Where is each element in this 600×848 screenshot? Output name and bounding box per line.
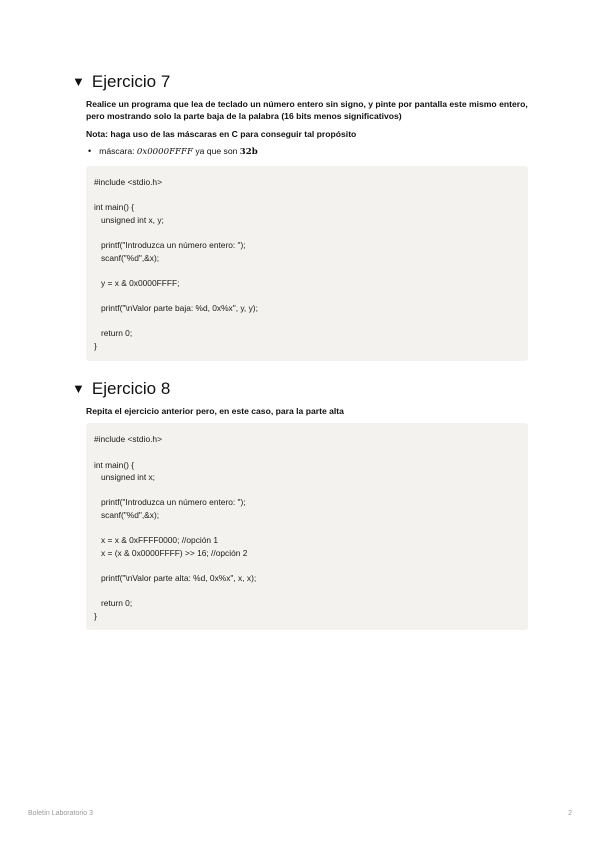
mask-bullet (86, 145, 528, 158)
exercise-8-heading[interactable] (72, 379, 528, 399)
code-line: } (94, 610, 97, 621)
code-line (94, 559, 520, 572)
code-line: int main() { (94, 459, 135, 470)
code-line: int main() { (94, 202, 135, 213)
code-line (94, 315, 520, 328)
bit-width: 32b (239, 147, 258, 158)
code-line: unsigned int x, y; (94, 215, 164, 225)
bullet-dot-icon: • (88, 146, 92, 157)
code-line: scanf("%d",&x); (94, 509, 160, 520)
exercise-7-statement: Realice un programa que lea de teclado un número entero sin signo, y pinte por pantalla este mismo entero, pero mostrando solo la parte baja de la palabra (16 bits menos significativos) (86, 99, 528, 122)
exercise-7-title: Ejercicio 7 (91, 72, 171, 91)
mask-bullet-text: máscara: 0x0000FFFF ya que son 32b (99, 146, 258, 158)
code-line: return 0; (94, 328, 133, 339)
code-line: y = x & 0x0000FFFF; (94, 277, 180, 288)
exercise-8-statement: Repita el ejercicio anterior pero, en este caso, para la parte alta (86, 406, 344, 416)
code-line (94, 290, 520, 303)
mask-value: 0x0000FFFF (136, 147, 193, 158)
exercise-8-section (72, 379, 528, 630)
code-block-exercise-8 (86, 423, 528, 630)
exercise-8-title: Ejercicio 8 (91, 379, 171, 398)
code-line: scanf("%d",&x); (94, 252, 160, 263)
code-line: x = (x & 0x0000FFFF) >> 16; //opción 2 (94, 547, 248, 558)
code-line: printf("\nValor parte alta: %d, 0x%x", x, x); (94, 572, 257, 583)
code-line: printf("Introduzca un número entero: "); (94, 240, 246, 251)
code-line: printf("Introduzca un número entero: "); (94, 497, 246, 508)
code-block-exercise-7 (86, 166, 528, 360)
code-line (94, 585, 520, 598)
code-line (94, 522, 520, 535)
page-number: 2 (568, 810, 572, 817)
collapse-triangle-icon[interactable]: ▼ (72, 380, 85, 396)
code-line: printf("\nValor parte baja: %d, 0x%x", y, y); (94, 303, 258, 314)
footer-left: Boletín Laboratorio 3 (28, 810, 93, 817)
code-line (94, 484, 520, 497)
code-line (94, 446, 520, 459)
code-line: unsigned int x; (94, 472, 155, 483)
exercise-7-note: Nota: haga uso de las máscaras en C para conseguir tal propósito (86, 128, 357, 139)
exercise-7-section (72, 72, 528, 361)
code-line (94, 189, 520, 202)
code-line: #include <stdio.h> (94, 434, 162, 445)
code-line: } (94, 340, 97, 351)
code-line: return 0; (94, 598, 133, 609)
code-line (94, 264, 520, 277)
exercise-7-heading[interactable] (72, 72, 528, 92)
code-line (94, 227, 520, 240)
collapse-triangle-icon[interactable]: ▼ (72, 73, 85, 89)
code-line: #include <stdio.h> (94, 177, 162, 188)
code-line: x = x & 0xFFFF0000; //opción 1 (94, 535, 219, 546)
